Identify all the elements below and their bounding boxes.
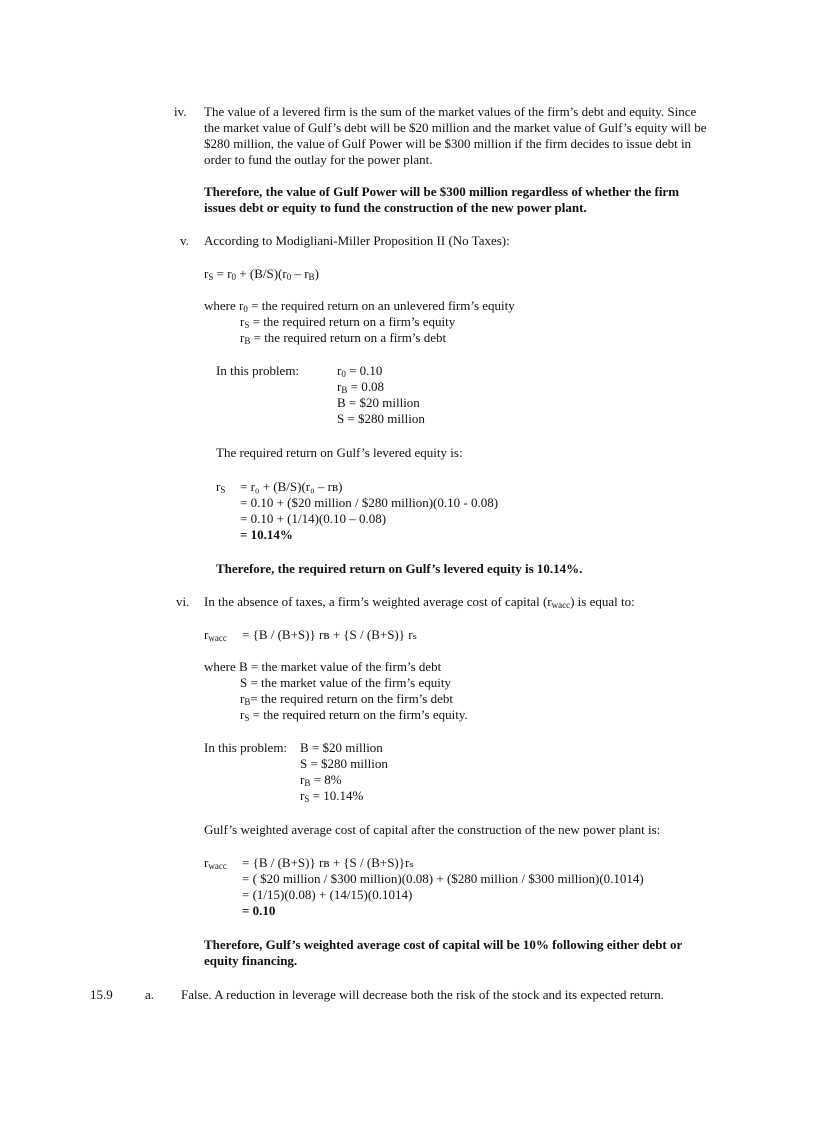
calc-result: = 10.14% xyxy=(240,527,293,542)
paragraph-line: the market value of Gulf’s debt will be $20 million and the market value of Gulf’s equity will be xyxy=(204,120,707,135)
given-value: $r_B = 8\%$ xyxy=(300,772,342,788)
given-value: $r_S = 10.14\%$ xyxy=(300,788,364,804)
calc-line: = (1/15)(0.08) + (14/15)(0.1014) xyxy=(242,887,413,902)
problem-number: 15.9 xyxy=(90,987,113,1002)
mm-formula: $r_S = r_0 + (B/S)(r_0 - r_B)$ xyxy=(204,266,319,282)
given-value: B = $20 million xyxy=(337,395,420,410)
where-line: $r_B$ = the required return on a firm’s debt xyxy=(240,330,447,346)
where-line: $r_S$ = the required return on a firm’s equity xyxy=(240,314,456,330)
wacc-formula: = {B / (B+S)} rʙ + {S / (B+S)} rₛ xyxy=(242,627,417,642)
answer-text: False. A reduction in leverage will decrease both the risk of the stock and its expected return. xyxy=(181,987,665,1002)
calc-line: = r₀ + (B/S)(r₀ – rʙ) xyxy=(240,479,343,494)
calc-result: = 0.10 xyxy=(242,903,276,918)
wacc-symbol: $r_{wacc}$ xyxy=(204,627,227,643)
item-marker-vi: vi. xyxy=(176,594,190,609)
where-line: S = the market value of the firm’s equity xyxy=(240,675,451,690)
problem-label: In this problem: xyxy=(216,363,300,378)
given-value: S = $280 million xyxy=(337,411,425,426)
paragraph-line: order to fund the outlay for the power plant. xyxy=(204,152,433,167)
where-line: where $r_0$ = the required return on an unlevered firm’s equity xyxy=(204,298,515,314)
given-value: $r_0 = 0.10$ xyxy=(337,363,383,379)
calc-line: = 0.10 + ($20 million / $280 million)(0.10 - 0.08) xyxy=(240,495,499,510)
paragraph-line: $280 million, the value of Gulf Power will be $300 million if the firm decides to issue debt in xyxy=(204,136,692,151)
calc-line: = {B / (B+S)} rʙ + {S / (B+S)}rₛ xyxy=(242,855,414,870)
where-line: $r_S$ = the required return on the firm’s equity. xyxy=(240,707,468,723)
conclusion-line: issues debt or equity to fund the construction of the new power plant. xyxy=(204,200,587,215)
given-value: $r_B = 0.08$ xyxy=(337,379,384,395)
given-value: S = $280 million xyxy=(300,756,388,771)
problem-part-letter: a. xyxy=(145,987,155,1002)
paragraph-line: The value of a levered firm is the sum of the market values of the firm’s debt and equity. Since xyxy=(204,104,697,119)
conclusion-line: Therefore, the required return on Gulf’s levered equity is 10.14%. xyxy=(216,561,583,576)
paragraph-line: In the absence of taxes, a firm’s weighted average cost of capital $(r_{wacc})$ is equal to: xyxy=(204,594,635,610)
paragraph-line: Gulf’s weighted average cost of capital after the construction of the new power plant is: xyxy=(204,822,661,837)
wacc-symbol: $r_{wacc}$ xyxy=(204,855,227,871)
where-line: where B = the market value of the firm’s debt xyxy=(204,659,442,674)
calc-lhs: $r_S$ xyxy=(216,479,226,495)
where-line: $r_B=$ the required return on the firm’s debt xyxy=(240,691,453,707)
paragraph-line: The required return on Gulf’s levered equity is: xyxy=(216,445,463,460)
item-marker-iv: iv. xyxy=(174,104,187,119)
conclusion-line: Therefore, Gulf’s weighted average cost of capital will be 10% following either debt or xyxy=(204,937,683,952)
calc-line: = 0.10 + (1/14)(0.10 – 0.08) xyxy=(240,511,387,526)
calc-line: = ( $20 million / $300 million)(0.08) + ($280 million / $300 million)(0.1014) xyxy=(242,871,644,886)
conclusion-line: equity financing. xyxy=(204,953,298,968)
conclusion-line: Therefore, the value of Gulf Power will be $300 million regardless of whether the firm xyxy=(204,184,680,199)
paragraph-line: According to Modigliani-Miller Proposition II (No Taxes): xyxy=(204,233,510,248)
problem-label: In this problem: xyxy=(204,740,288,755)
item-marker-v: v. xyxy=(180,233,189,248)
given-value: B = $20 million xyxy=(300,740,383,755)
